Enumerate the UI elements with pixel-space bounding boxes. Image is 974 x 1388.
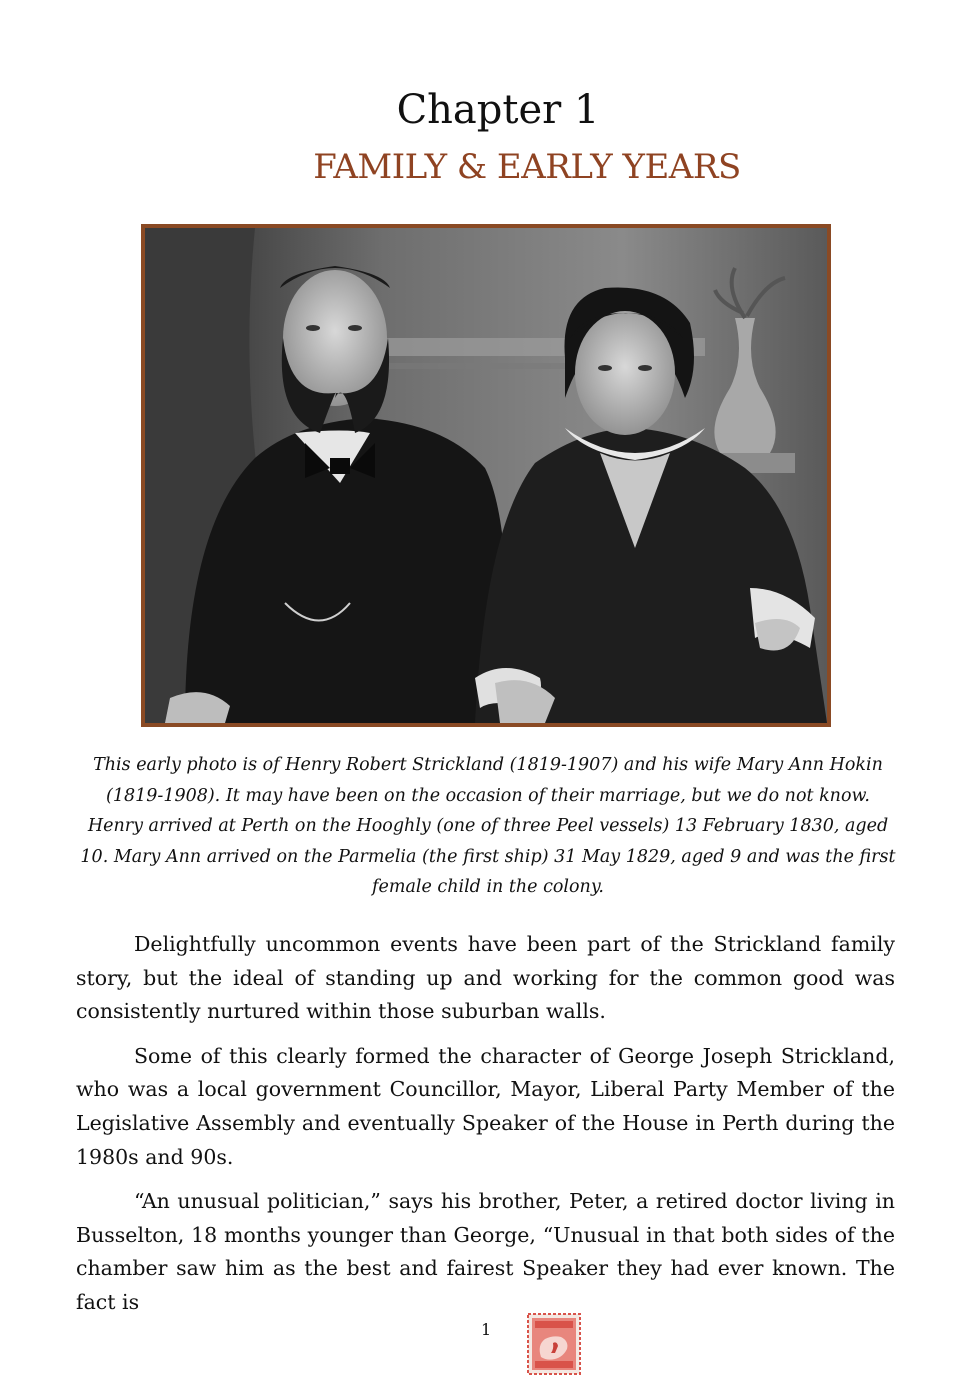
portrait-photo (141, 224, 831, 727)
paragraph: Delightfully uncommon events have been part of the Strickland family story, but the ideal of standing up and working for the common good was consistently nurtured within those suburban walls. (76, 932, 895, 1024)
page-number: 1 (481, 1320, 492, 1339)
paragraph: “An unusual politician,” says his brother, Peter, a retired doctor living in Busselton, 18 months younger than George, “Unusual in that both sides of the chamber saw him as the best and fairest Speaker they had ever known. The fact is (76, 1189, 895, 1314)
chapter-title: FAMILY & EARLY YEARS (313, 147, 741, 187)
chapter-heading: Chapter 1 (396, 87, 600, 133)
photo-caption: This early photo is of Henry Robert Strickland (1819-1907) and his wife Mary Ann Hokin (1819-1908). It may have been on the occasion of their marriage, but we do not know. Henry arrived at Perth on the Hooghly (one of three Peel vessels) 13 February 1830, aged 10. Mary Ann arrived on the Parmelia (the first ship) 31 May 1829, aged 9 and was the first female child in the colony. (80, 755, 896, 897)
paragraph: Some of this clearly formed the character of George Joseph Strickland, who was a local government Councillor, Mayor, Liberal Party Member of the Legislative Assembly and eventually Speaker of the House in Perth during the 1980s and 90s. (76, 1043, 895, 1169)
body-text (76, 928, 895, 1331)
kangaroo-stamp-icon (527, 1313, 581, 1375)
portrait-photo-image (145, 228, 827, 723)
